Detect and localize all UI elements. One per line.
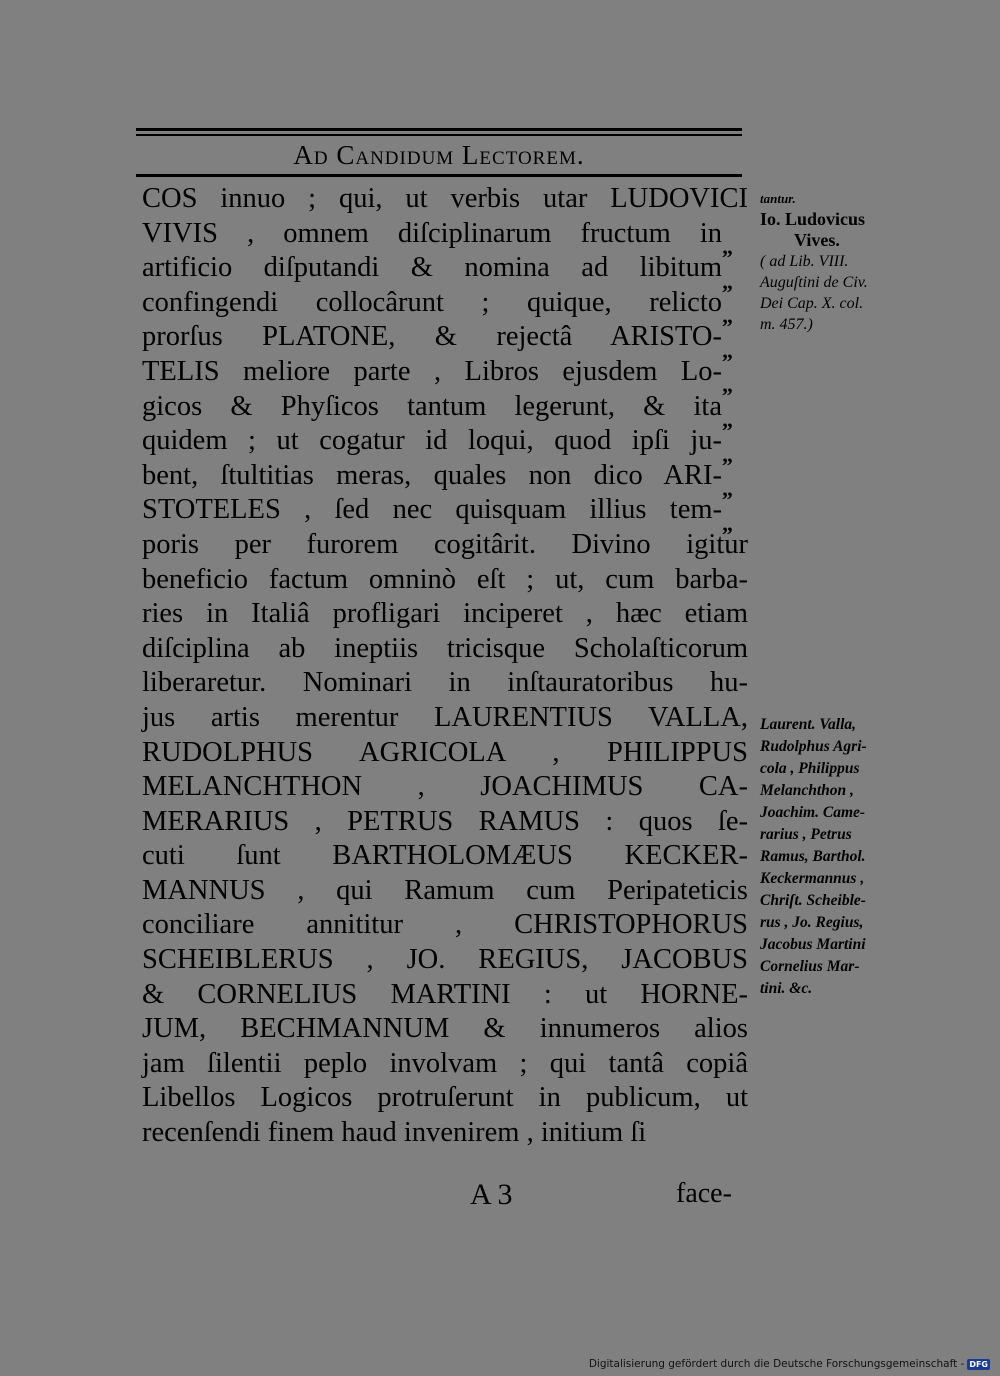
text-line: Libellos Logicos protruſerunt in publicum, ut	[142, 1082, 748, 1114]
margin-note-line: tantur.	[760, 191, 796, 206]
margin-note-line: Dei Cap. X. col.	[760, 295, 864, 312]
text-line: diſciplina ab ineptiis tricisque Scholaſticorum	[142, 632, 748, 664]
text-line: jam ſilentii peplo involvam ; qui tantâ copiâ	[142, 1047, 748, 1079]
signature-mark: A 3	[470, 1178, 513, 1211]
quote-mark: „	[722, 268, 733, 294]
dfg-logo: DFG	[969, 1359, 988, 1369]
text-line: liberaretur. Nominari in inſtauratoribus hu-	[142, 667, 748, 699]
body-text	[142, 182, 748, 1151]
text-line: MANNUS , qui Ramum cum Peripateticis	[142, 874, 748, 906]
text-line: poris per furorem cogitârit. Divino igitur	[142, 528, 748, 560]
text-line: artificio diſputandi & nomina ad libitum	[142, 252, 722, 284]
text-line: RUDOLPHUS AGRICOLA , PHILIPPUS	[142, 736, 748, 768]
text-line: quidem ; ut cogatur id loqui, quod ipſi ju-	[142, 425, 722, 457]
text-line: jus artis merentur LAURENTIUS VALLA,	[142, 701, 748, 733]
text-line: TELIS meliore parte , Libros ejusdem Lo-	[142, 355, 722, 387]
margin-note-line: rarius , Petrus	[760, 826, 852, 843]
margin-note-line: Melanchthon ,	[760, 782, 854, 799]
margin-note-logicians	[760, 714, 930, 1000]
text-line: beneficio factum omninò eſt ; ut, cum barba-	[142, 563, 748, 595]
text-line: confingendi collocârunt ; quique, relicto	[142, 286, 722, 318]
digitization-credit	[589, 1358, 990, 1370]
quote-mark: „	[722, 303, 733, 329]
quote-mark: „	[722, 476, 733, 502]
header-rule-top-inner	[136, 134, 742, 136]
text-line: bent, ſtultitias meras, quales non dico ARI-	[142, 459, 722, 491]
margin-note-line: cola , Philippus	[760, 760, 860, 777]
margin-note-line: Cornelius Mar-	[760, 958, 860, 975]
text-line: COS innuo ; qui, ut verbis utar LUDOVICI	[142, 183, 748, 214]
text-line: VIVIS , omnem diſciplinarum fructum in	[142, 217, 722, 249]
margin-note-line: Auguſtini de Civ.	[760, 274, 868, 291]
header-rule-bottom	[136, 174, 742, 177]
text-line: recenſendi finem haud invenirem , initium ſi	[142, 1117, 647, 1149]
margin-note-line: Vives.	[794, 230, 840, 250]
text-line: JUM, BECHMANNUM & innumeros alios	[142, 1013, 748, 1045]
text-line: ries in Italiâ profligari inciperet , hæc etiam	[142, 598, 748, 630]
text-line: prorſus PLATONE, & rejectâ ARISTO-	[142, 321, 722, 353]
margin-note-line: Laurent. Valla,	[760, 716, 857, 733]
text-line: gicos & Phyſicos tantum legerunt, & ita	[142, 390, 722, 422]
margin-note-line: Rudolphus Agri-	[760, 738, 867, 755]
margin-note-line: Jacobus Martini	[760, 936, 866, 953]
quote-mark: „	[722, 441, 733, 467]
header-rule-top	[136, 128, 742, 131]
margin-note-line: m. 457.)	[760, 316, 813, 333]
quote-mark: „	[722, 372, 733, 398]
margin-note-line: tini. &c.	[760, 980, 813, 997]
text-line: & CORNELIUS MARTINI : ut HORNE-	[142, 978, 748, 1010]
text-line: conciliare annititur , CHRISTOPHORUS	[142, 909, 748, 941]
text-line: MELANCHTHON , JOACHIMUS CA-	[142, 771, 748, 803]
quote-mark: „	[722, 337, 733, 363]
margin-note-line: ( ad Lib. VIII.	[760, 253, 849, 270]
text-line: MERARIUS , PETRUS RAMUS : quos ſe-	[142, 805, 748, 837]
margin-note-line: Keckermannus ,	[760, 870, 865, 887]
margin-note-line: Io. Ludovicus	[760, 209, 866, 229]
text-line: STOTELES , ſed nec quisquam illius tem-	[142, 494, 722, 526]
margin-note-line: Ramus, Barthol.	[760, 848, 866, 865]
text-line: SCHEIBLERUS , JO. REGIUS, JACOBUS	[142, 944, 748, 976]
credit-text: Digitalisierung gefördert durch die Deutsche Forschungsgemeinschaft -	[588, 1358, 965, 1370]
margin-note-line: Chriſt. Scheible-	[760, 892, 866, 909]
quote-mark: „	[722, 510, 733, 536]
quote-mark: „	[722, 234, 733, 259]
quotation-marks-column	[722, 230, 748, 541]
catchword: face-	[676, 1178, 732, 1209]
margin-note-vives	[760, 188, 930, 335]
margin-note-line: Joachim. Came-	[760, 804, 866, 821]
running-head: Ad Candidum Lectorem.	[293, 140, 585, 170]
quote-mark: „	[722, 406, 733, 432]
margin-note-line: rus , Jo. Regius,	[760, 914, 864, 931]
text-line: cuti ſunt BARTHOLOMÆUS KECKER-	[142, 840, 748, 872]
